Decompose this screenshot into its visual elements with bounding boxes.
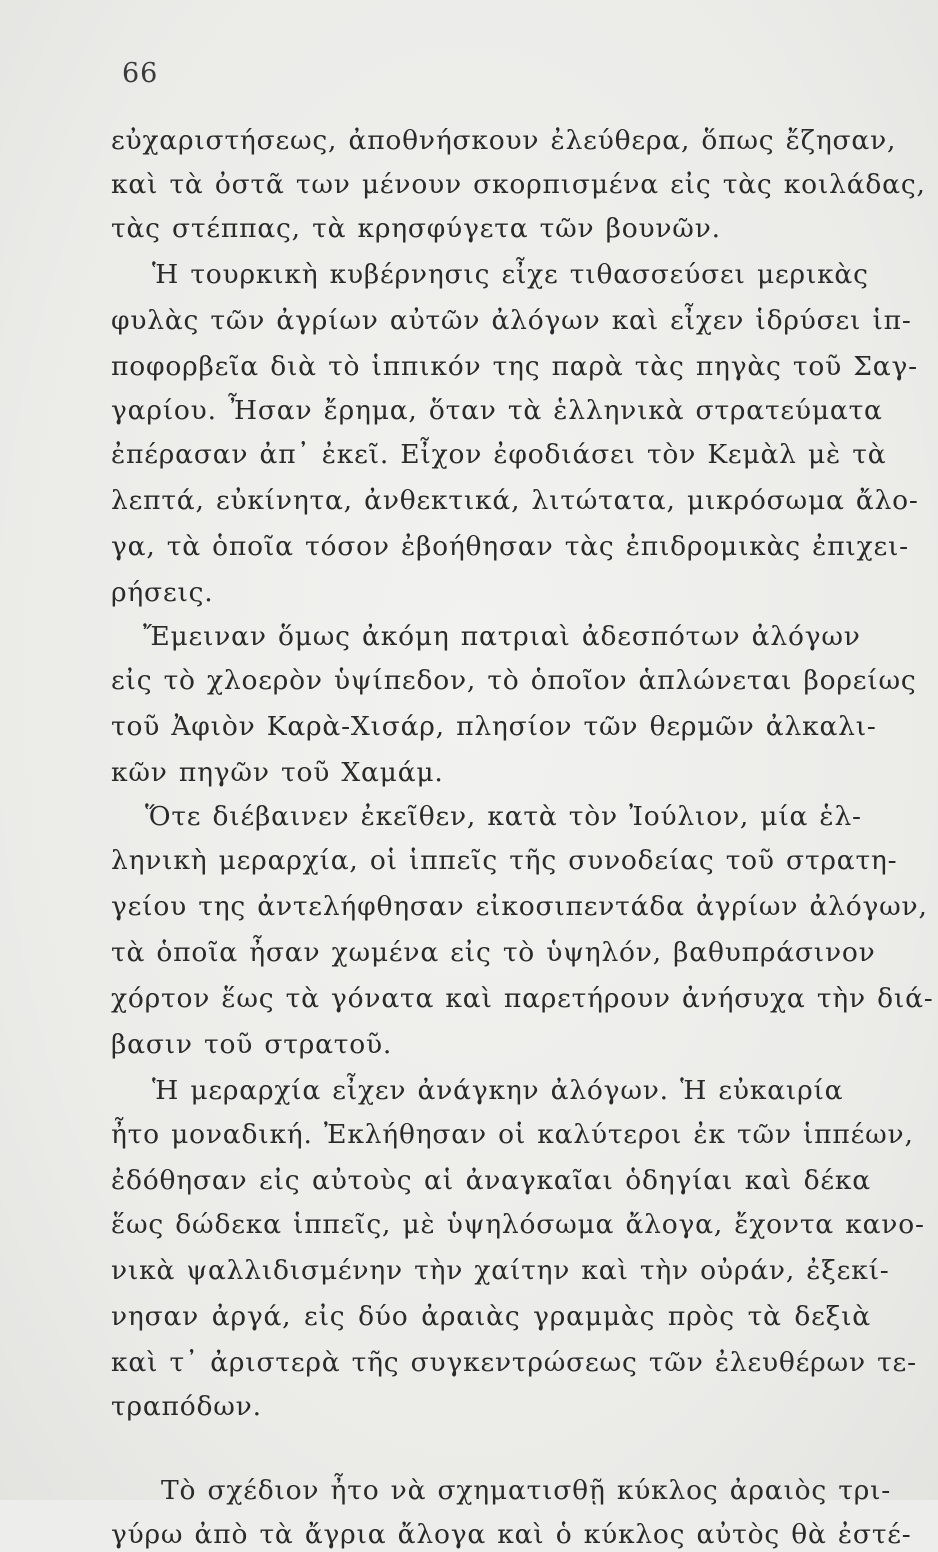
text-line: λεπτά, εὐκίνητα, ἀνθεκτικά, λιτώτατα, μικρόσωμα ἄλο-	[111, 485, 919, 516]
text-line: εὐχαριστήσεως, ἀποθνήσκουν ἐλεύθερα, ὅπως ἔζησαν,	[111, 125, 897, 156]
text-line: εἰς τὸ χλοερὸν ὑψίπεδον, τὸ ὁποῖον ἁπλώνεται βορείως	[111, 665, 917, 696]
text-line: καὶ τὰ ὀστᾶ των μένουν σκορπισμένα εἰς τὰς κοιλάδας,	[111, 169, 926, 200]
text-line: τοῦ Ἀφιὸν Καρὰ-Χισάρ, πλησίον τῶν θερμῶν ἀλκαλι-	[111, 711, 877, 742]
text-line: Ὅτε διέβαινεν ἐκεῖθεν, κατὰ τὸν Ἰούλιον, μία ἑλ-	[145, 801, 862, 832]
text-line: γαρίου. Ἦσαν ἔρημα, ὅταν τὰ ἑλληνικὰ στρατεύματα	[111, 395, 883, 426]
text-line: τὰ ὁποῖα ἦσαν χωμένα εἰς τὸ ὑψηλόν, βαθυπράσινον	[111, 937, 876, 968]
text-line: ποφορβεῖα διὰ τὸ ἱππικόν της παρὰ τὰς πηγὰς τοῦ Σαγ-	[111, 351, 918, 382]
text-line: γα, τὰ ὁποῖα τόσον ἐβοήθησαν τὰς ἐπιδρομικὰς ἐπιχει-	[111, 531, 909, 562]
text-line: καὶ τ᾽ ἀριστερὰ τῆς συγκεντρώσεως τῶν ἐλευθέρων τε-	[111, 1347, 917, 1378]
text-line: ἐπέρασαν ἀπ᾽ ἐκεῖ. Εἶχον ἐφοδιάσει τὸν Κεμὰλ μὲ τὰ	[111, 439, 887, 470]
text-line: Ἡ μεραρχία εἶχεν ἀνάγκην ἀλόγων. Ἡ εὐκαιρία	[152, 1075, 844, 1106]
text-line: ἕως δώδεκα ἱππεῖς, μὲ ὑψηλόσωμα ἄλογα, ἔχοντα κανο-	[111, 1209, 925, 1240]
page-number: 66	[122, 58, 159, 89]
text-line: Ἡ τουρκικὴ κυβέρνησις εἶχε τιθασσεύσει μερικὰς	[152, 259, 869, 290]
text-line: ἦτο μοναδική. Ἐκλήθησαν οἱ καλύτεροι ἐκ τῶν ἱππέων,	[111, 1119, 914, 1150]
text-line: ἐδόθησαν εἰς αὐτοὺς αἱ ἀναγκαῖαι ὁδηγίαι καὶ δέκα	[111, 1165, 871, 1196]
text-line: τὰς στέππας, τὰ κρησφύγετα τῶν βουνῶν.	[111, 213, 721, 244]
text-line: βασιν τοῦ στρατοῦ.	[111, 1029, 393, 1060]
text-line: Ἔμειναν ὅμως ἀκόμη πατριαὶ ἀδεσπότων ἀλόγων	[143, 621, 861, 652]
text-line: νησαν ἀργά, εἰς δύο ἀραιὰς γραμμὰς πρὸς τὰ δεξιὰ	[111, 1301, 871, 1332]
text-line: γείου της ἀντελήφθησαν εἰκοσιπεντάδα ἀγρίων ἀλόγων,	[111, 891, 928, 922]
text-line: φυλὰς τῶν ἀγρίων αὐτῶν ἀλόγων καὶ εἶχεν ἱδρύσει ἱπ-	[111, 305, 912, 336]
text-line: Τὸ σχέδιον ἦτο νὰ σχηματισθῇ κύκλος ἀραιὸς τρι-	[161, 1475, 892, 1506]
text-line: κῶν πηγῶν τοῦ Χαμάμ.	[111, 757, 444, 788]
text-line: χόρτον ἕως τὰ γόνατα καὶ παρετήρουν ἀνήσυχα τὴν διά-	[111, 983, 934, 1014]
text-line: ρήσεις.	[111, 577, 214, 608]
text-line: νικὰ ψαλλιδισμένην τὴν χαίτην καὶ τὴν οὐράν, ἐξεκί-	[111, 1255, 890, 1286]
text-line: τραπόδων.	[111, 1391, 262, 1422]
text-line: γύρω ἀπὸ τὰ ἄγρια ἄλογα καὶ ὁ κύκλος αὐτὸς θὰ ἐστέ-	[111, 1519, 912, 1550]
text-line: ληνικὴ μεραρχία, οἱ ἱππεῖς τῆς συνοδείας τοῦ στρατη-	[111, 845, 898, 876]
